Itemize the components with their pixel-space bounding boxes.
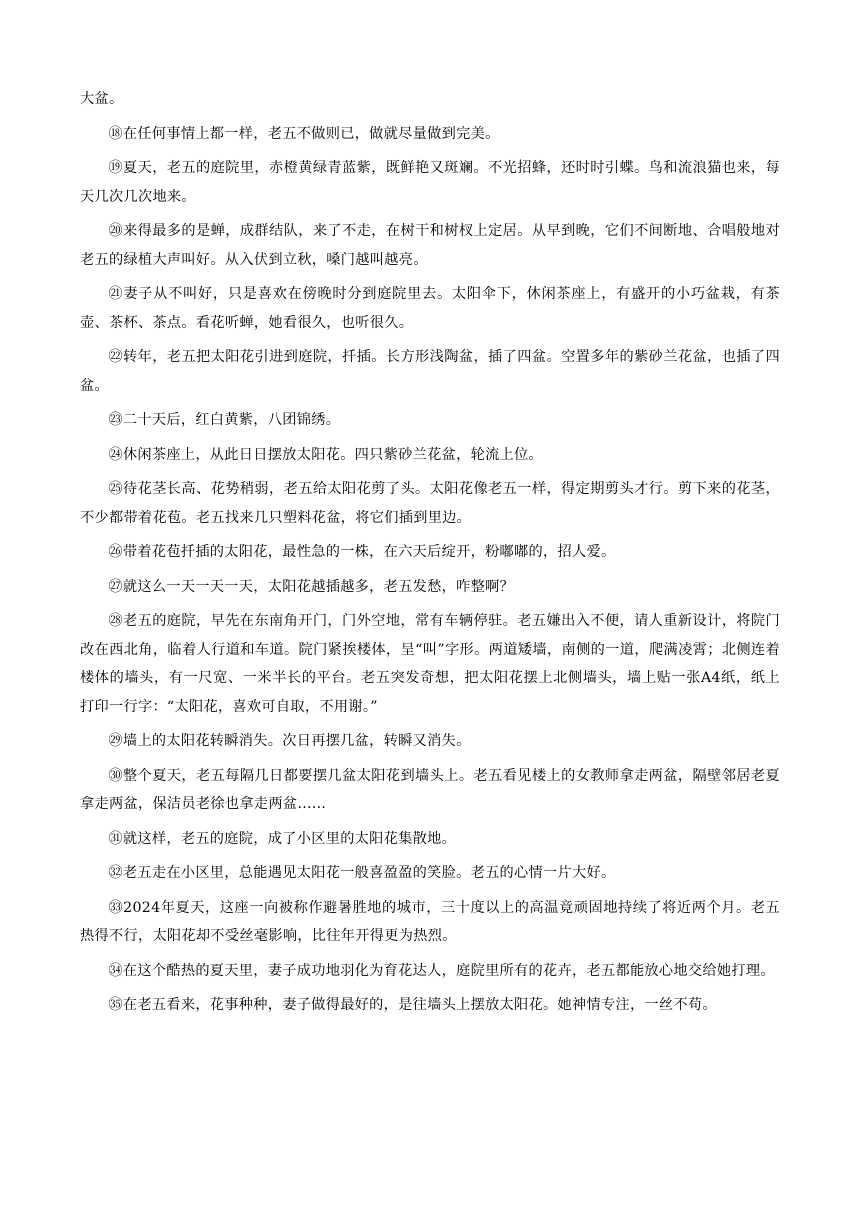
paragraph-29: ㉙墙上的太阳花转瞬消失。次日再摆几盆，转瞬又消失。 — [108, 733, 471, 749]
paragraph-22: ㉒转年，老五把太阳花引进到庭院，扦插。长方形浅陶盆，插了四盆。空置多年的紫砂兰花盆，也插了四盆。 — [80, 349, 780, 394]
paragraph-24: ㉔休闲茶座上，从此日日摆放太阳花。四只紫砂兰花盆，轮流上位。 — [108, 446, 544, 463]
paragraph-34: ㉞在这个酷热的夏天里，妻子成功地羽化为育花达人，庭院里所有的花卉，老五都能放心地交给她打理。 — [108, 962, 775, 979]
paragraph-continuation: 大盆。 — [80, 91, 124, 107]
paragraph-28: ㉘老五的庭院，早先在东南角开门，门外空地，常有车辆停驻。老五嫌出入不便，请人重新设计，将院门改在西北角，临着人行道和车道。院门紧挨楼体，呈“叫”字形。两道矮墙，南侧的一道，爬满凌霄；北侧连着楼体的墙头，有一尺宽、一米半长的平台。老五突发奇想，把太阳花摆上北侧墙头，墙上贴一张A4纸，纸上打印一行字：“太阳花，喜欢可自取，不用谢。” — [80, 613, 780, 715]
paragraph-31: ㉛就这样，老五的庭院，成了小区里的太阳花集散地。 — [108, 830, 457, 847]
paragraph-26: ㉖带着花苞扦插的太阳花，最性急的一株，在六天后绽开，粉嘟嘟的，招人爱。 — [108, 544, 616, 560]
paragraph-30: ㉚整个夏天，老五每隔几日都要摆几盆太阳花到墙头上。老五看见楼上的女教师拿走两盆，隔壁邻居老夏拿走两盆，保洁员老徐也拿走两盆…… — [80, 767, 780, 812]
paragraph-21: ㉑妻子从不叫好，只是喜欢在傍晚时分到庭院里去。太阳伞下，休闲茶座上，有盛开的小巧盆栽，有茶壶、茶杯、茶点。看花听蝉，她看很久，也听很久。 — [80, 286, 780, 331]
paragraph-20: ⑳来得最多的是蝉，成群结队，来了不走，在树干和树杈上定居。从早到晚，它们不间断地、合唱般地对老五的绿植大声叫好。从入伏到立秋，嗓门越叫越亮。 — [80, 223, 780, 268]
paragraph-23: ㉓二十天后，红白黄紫，八团锦绣。 — [108, 412, 341, 428]
paragraph-25: ㉕待花茎长高、花势稍弱，老五给太阳花剪了头。太阳花像老五一样，得定期剪头才行。剪下来的花茎，不少都带着花苞。老五找来几只塑料花盆，将它们插到里边。 — [80, 481, 780, 526]
paragraph-33: ㉝2024年夏天，这座一向被称作避暑胜地的城市，三十度以上的高温竟顽固地持续了将近两个月。老五热得不行，太阳花却不受丝毫影响，比往年开得更为热烈。 — [80, 899, 780, 944]
paragraph-18: ⑱在任何事情上都一样，老五不做则已，做就尽量做到完美。 — [108, 125, 500, 142]
paragraph-19: ⑲夏天，老五的庭院里，赤橙黄绿青蓝紫，既鲜艳又斑斓。不光招蜂，还时时引蝶。鸟和流浪猫也来，每天几次几次地来。 — [80, 160, 780, 205]
paragraph-27: ㉗就这么一天一天一天，太阳花越插越多，老五发愁，咋整啊？ — [108, 578, 515, 595]
document-page — [80, 85, 780, 1026]
paragraph-32: ㉜老五走在小区里，总能遇见太阳花一般喜盈盈的笑脸。老五的心情一片大好。 — [108, 865, 616, 881]
paragraph-35: ㉟在老五看来，花事种种，妻子做得最好的，是往墙头上摆放太阳花。她神情专注，一丝不苟。 — [108, 997, 717, 1013]
